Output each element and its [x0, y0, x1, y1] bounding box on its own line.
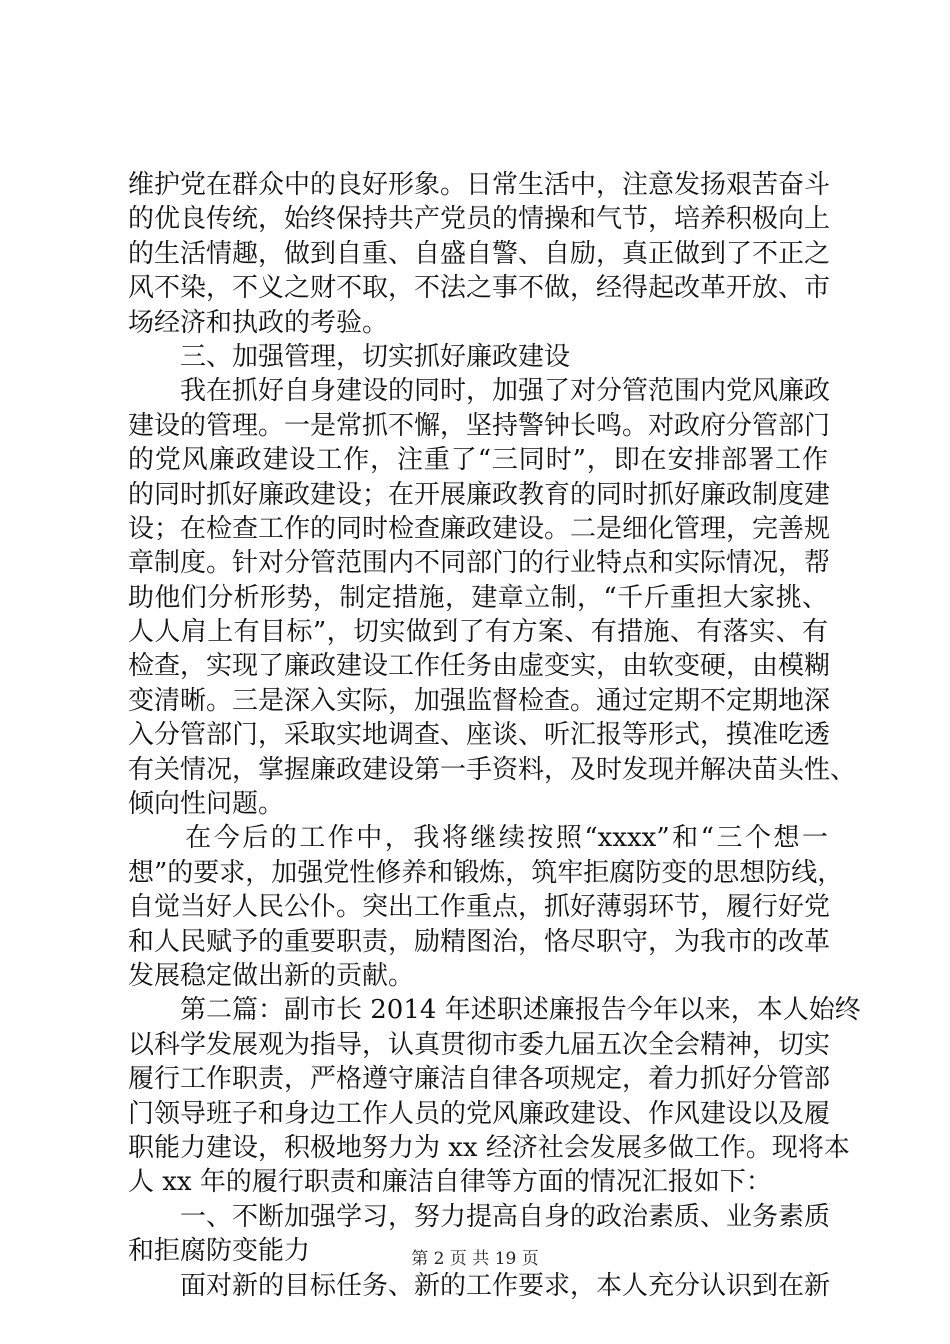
text-line: 建设的管理。一是常抓不懈，坚持警钟长鸣。对政府分管部门 [128, 410, 831, 441]
text-line: 面对新的目标任务、新的工作要求，本人充分认识到在新 [180, 1270, 831, 1301]
page-footer: 第 2 页 共 19 页 [411, 1249, 539, 1269]
text-line: 风不染，不义之财不取，不法之事不做，经得起改革开放、市 [128, 273, 831, 304]
body-text [128, 168, 861, 1303]
text-line: 人人肩上有目标”，切实做到了有方案、有措施、有落实、有 [128, 617, 828, 648]
text-line: 助他们分析形势，制定措施，建章立制，“千斤重担大家挑、 [128, 582, 828, 613]
text-line: 自觉当好人民公仆。突出工作重点，抓好薄弱环节，履行好党 [128, 892, 831, 923]
text-line: 和拒腐防变能力 [128, 1236, 311, 1267]
text-line: 职能力建设，积极地努力为 xx 经济社会发展多做工作。现将本 [128, 1132, 850, 1163]
text-line: 场经济和执政的考验。 [128, 307, 389, 338]
text-line: 的党风廉政建设工作，注重了“三同时”，即在安排部署工作 [128, 445, 828, 476]
text-line: 以科学发展观为指导，认真贯彻市委九届五次全会精神，切实 [128, 1029, 831, 1060]
text-line: 想”的要求，加强党性修养和锻炼，筑牢拒腐防变的思想防线， [128, 857, 844, 888]
text-line: 维护党在群众中的良好形象。日常生活中，注意发扬艰苦奋斗 [128, 170, 831, 200]
text-line: 的优良传统，始终保持共产党员的情操和气节，培养积极向上 [128, 204, 831, 235]
text-line: 变清晰。三是深入实际，加强监督检查。通过定期不定期地深 [128, 685, 831, 716]
text-line: 在今后的工作中，我将继续按照“xxxx”和“三个想一 [185, 823, 828, 854]
text-line: 设；在检查工作的同时检查廉政建设。二是细化管理，完善规 [128, 513, 831, 544]
text-line: 第二篇：副市长 2014 年述职述廉报告今年以来，本人始终 [180, 995, 861, 1026]
text-line: 入分管部门，采取实地调查、座谈、听汇报等形式，摸准吃透 [128, 720, 831, 751]
text-line: 门领导班子和身边工作人员的党风廉政建设、作风建设以及履 [128, 1098, 831, 1129]
text-line: 检查，实现了廉政建设工作任务由虚变实，由软变硬，由模糊 [128, 651, 831, 682]
text-line: 的生活情趣，做到自重、自盛自警、自励，真正做到了不正之 [128, 238, 831, 269]
text-line: 发展稳定做出新的贡献。 [128, 960, 415, 991]
text-line: 的同时抓好廉政建设；在开展廉政教育的同时抓好廉政制度建 [128, 479, 831, 510]
text-line: 一、不断加强学习，努力提高自身的政治素质、业务素质 [180, 1201, 831, 1232]
text-line: 人 xx 年的履行职责和廉洁自律等方面的情况汇报如下： [128, 1167, 772, 1198]
text-line: 章制度。针对分管范围内不同部门的行业特点和实际情况，帮 [128, 548, 831, 579]
text-line: 有关情况，掌握廉政建设第一手资料，及时发现并解决苗头性、 [128, 754, 857, 785]
text-line: 履行工作职责，严格遵守廉洁自律各项规定，着力抓好分管部 [128, 1064, 831, 1095]
text-line: 和人民赋予的重要职责，励精图治，恪尽职守，为我市的改革 [128, 926, 831, 957]
text-line: 倾向性问题。 [128, 789, 285, 820]
text-line: 我在抓好自身建设的同时，加强了对分管范围内党风廉政 [180, 376, 831, 407]
text-line: 三、加强管理，切实抓好廉政建设 [180, 341, 571, 372]
